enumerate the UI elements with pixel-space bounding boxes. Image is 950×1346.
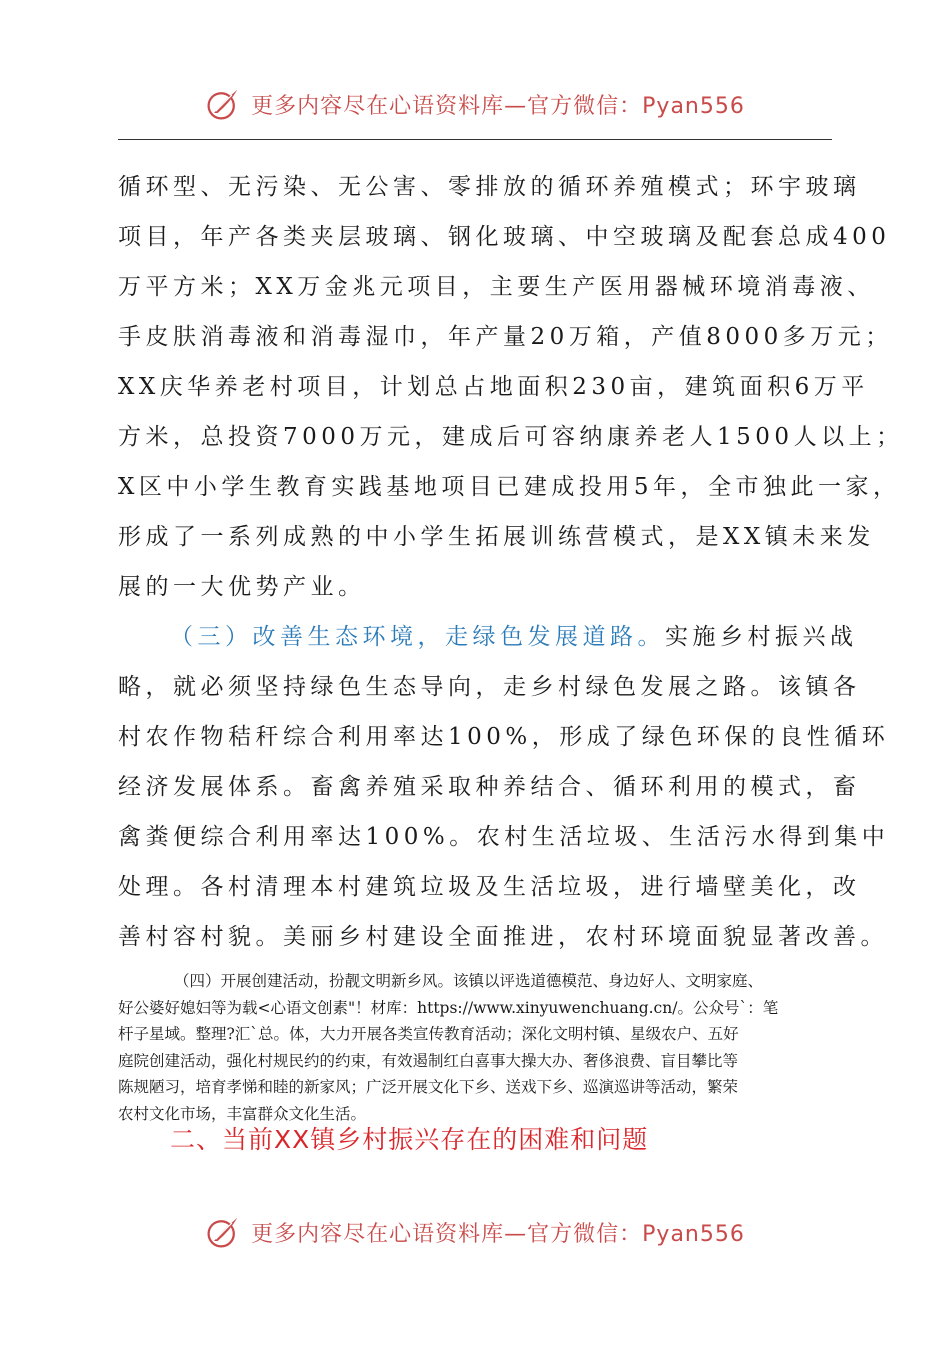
text-line: 略，就必须坚持绿色生态导向，走乡村绿色发展之路。该镇各 <box>118 674 861 700</box>
section-heading-problems: 二、当前XX镇乡村振兴存在的困难和问题 <box>170 1125 649 1154</box>
quill-logo-icon <box>205 1214 241 1250</box>
text-fragment: 实施乡村振兴战 <box>665 624 858 650</box>
document-body <box>118 162 904 1127</box>
header-divider <box>118 139 832 140</box>
text-line: 处理。各村清理本村建筑垃圾及生活垃圾，进行墙壁美化，改 <box>118 874 861 900</box>
text-line: 形成了一系列成熟的中小学生拓展训练营模式，是XX镇未来发 <box>118 524 875 550</box>
watermark-main: 更多内容尽在心语资料库 <box>251 1221 505 1247</box>
text-line: 禽粪便综合利用率达100%。农村生活垃圾、生活污水得到集中 <box>118 824 890 850</box>
text-line: 万平方米；XX万金兆元项目，主要生产医用器械环境消毒液、 <box>118 274 875 300</box>
text-line: 杆子星域。整理?汇`总。体，大力开展各类宣传教育活动；深化文明村镇、星级农户、五好 <box>118 1025 739 1043</box>
paragraph-projects <box>118 162 904 612</box>
watermark-dash: — <box>504 93 528 119</box>
text-line <box>118 612 858 662</box>
paragraph-civilization <box>118 968 832 1127</box>
header-watermark <box>0 82 950 126</box>
watermark-dash: — <box>504 1221 528 1247</box>
text-line: （四）开展创建活动，扮靓文明新乡风。该镇以评选道德模范、身边好人、文明家庭、 <box>174 972 764 990</box>
quill-logo-icon <box>205 86 241 122</box>
text-line: X区中小学生教育实践基地项目已建成投用5年，全市独此一家， <box>118 474 901 500</box>
text-line: XX庆华养老村项目，计划总占地面积230亩，建筑面积6万平 <box>118 374 869 400</box>
paragraph-ecology <box>118 612 890 962</box>
text-line: 善村容村貌。美丽乡村建设全面推进，农村环境面貌显著改善。 <box>118 924 888 950</box>
text-line: 陈规陋习，培育孝悌和睦的新家风；广泛开展文化下乡、送戏下乡、巡演巡讲等活动，繁荣 <box>118 1078 739 1096</box>
watermark-suffix: 官方微信：Pyan556 <box>527 93 745 119</box>
text-line: 循环型、无污染、无公害、零排放的循环养殖模式；环宇玻璃 <box>118 174 861 200</box>
text-line: 方米，总投资7000万元，建成后可容纳康养老人1500人以上； <box>118 424 904 450</box>
text-line: 好公婆好媳妇等为载<心语文创素"！材库：https://www.xinyuwenchuang.cn/。公众号`：笔 <box>118 998 779 1017</box>
watermark-suffix: 官方微信：Pyan556 <box>527 1221 745 1247</box>
watermark-text <box>251 1217 745 1248</box>
subheading-ecology: （三）改善生态环境，走绿色发展道路。 <box>170 624 665 650</box>
text-line: 经济发展体系。畜禽养殖采取种养结合、循环利用的模式，畜 <box>118 774 861 800</box>
text-line: 展的一大优势产业。 <box>118 574 366 600</box>
watermark-main: 更多内容尽在心语资料库 <box>251 93 505 119</box>
text-line: 农村文化市场，丰富群众文化生活。 <box>118 1104 367 1123</box>
text-line: 庭院创建活动，强化村规民约的约束，有效遏制红白喜事大操大办、奢侈浪费、盲目攀比等 <box>118 1051 739 1070</box>
text-line: 手皮肤消毒液和消毒湿巾，年产量20万箱，产值8000多万元； <box>118 324 893 350</box>
text-line: 村农作物秸秆综合利用率达100%，形成了绿色环保的良性循环 <box>118 724 890 750</box>
footer-watermark <box>0 1210 950 1254</box>
text-line: 项目，年产各类夹层玻璃、钢化玻璃、中空玻璃及配套总成400 <box>118 224 891 250</box>
watermark-text <box>251 89 745 120</box>
